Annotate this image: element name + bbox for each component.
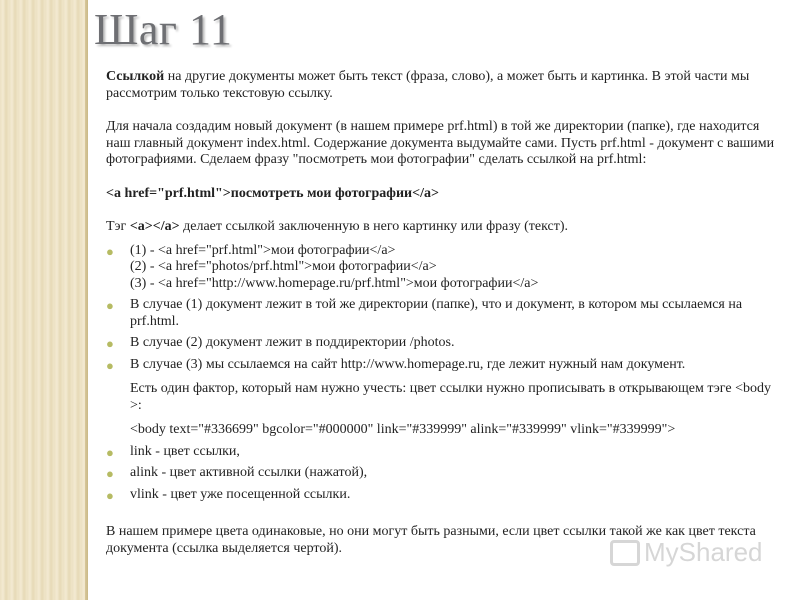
tag-post: делает ссылкой заключенную в него картинку или фразу (текст). <box>179 219 569 234</box>
factor-text: Есть один фактор, который нам нужно учесть: цвет ссылки нужно прописывать в открывающем тэге <body >: <box>130 381 771 413</box>
list-item <box>106 297 778 330</box>
bullet-icon: ● <box>106 243 114 259</box>
list-item <box>106 444 778 461</box>
spacer <box>130 373 778 381</box>
link-color-text: link - цвет ссылки, <box>130 443 240 459</box>
code-example: <a href="prf.html">посмотреть мои фотографии</a> <box>106 185 439 201</box>
intro-text: на другие документы может быть текст (фраза, слово), а может быть и картинка. В этой части мы рассмотрим только текстовую ссылку. <box>106 69 750 101</box>
spacer <box>106 508 778 524</box>
intro-bold-word: Ссылкой <box>106 69 165 84</box>
tag-open: <a> <box>129 219 153 234</box>
case-1-text: В случае (1) документ лежит в той же директории (папке), что и документ, в котором мы ссылаемся на prf.html. <box>130 297 743 329</box>
vlink-color-text: vlink - цвет уже посещенной ссылки. <box>130 486 351 502</box>
example-line-3: (3) - <a href="http://www.homepage.ru/prf.html">мои фотографии</a> <box>130 275 539 291</box>
case-2-text: В случае (2) документ лежит в поддиректории /photos. <box>130 335 455 350</box>
case-3-text: В случае (3) мы ссылаемся на сайт http://www.homepage.ru, где лежит нужный нам документ. <box>130 356 686 372</box>
slide-title: Шаг 11 <box>94 5 233 54</box>
bullet-icon: ● <box>106 487 114 503</box>
slide-content <box>106 69 778 557</box>
instruction-paragraph: Для начала создадим новый документ (в нашем примере prf.html) в той же директории (папке), где находится наш главный документ index.html. Содержание документа выдумайте сами. Пусть prf.html - документ с вашими фотографиями. Сделаем фразу "посмотреть мои фотографии" сделать ссылкой на prf.html: <box>106 119 775 167</box>
watermark-text: MyShared <box>644 537 763 567</box>
tag-explanation <box>106 219 778 236</box>
bullet-list <box>106 243 778 504</box>
bullet-icon: ● <box>106 357 114 373</box>
list-item <box>106 487 778 504</box>
example-line-1: (1) - <a href="prf.html">мои фотографии</a> <box>130 242 396 258</box>
intro-paragraph <box>106 69 778 102</box>
list-item <box>106 357 778 439</box>
list-item <box>106 335 778 352</box>
bullet-icon: ● <box>106 466 114 481</box>
decorative-left-strip <box>0 0 88 600</box>
list-item-examples <box>106 243 778 293</box>
example-line-2: (2) - <a href="photos/prf.html">мои фотографии</a> <box>130 259 437 274</box>
bullet-icon: ● <box>106 336 114 351</box>
spacer <box>130 414 778 422</box>
body-code: <body text="#336699" bgcolor="#000000" link="#339999" alink="#339999" vlink="#339999"> <box>130 422 676 437</box>
bullet-icon: ● <box>106 444 114 460</box>
tag-pre: Тэг <box>106 219 130 234</box>
alink-color-text: alink - цвет активной ссылки (нажатой), <box>130 465 368 480</box>
tag-close: </a> <box>152 219 180 234</box>
list-item <box>106 465 778 482</box>
final-paragraph: В нашем примере цвета одинаковые, но они могут быть разными, если цвет ссылки такой же как цвет текста документа (ссылка выделяется чертой). <box>106 524 756 556</box>
bullet-icon: ● <box>106 298 114 313</box>
